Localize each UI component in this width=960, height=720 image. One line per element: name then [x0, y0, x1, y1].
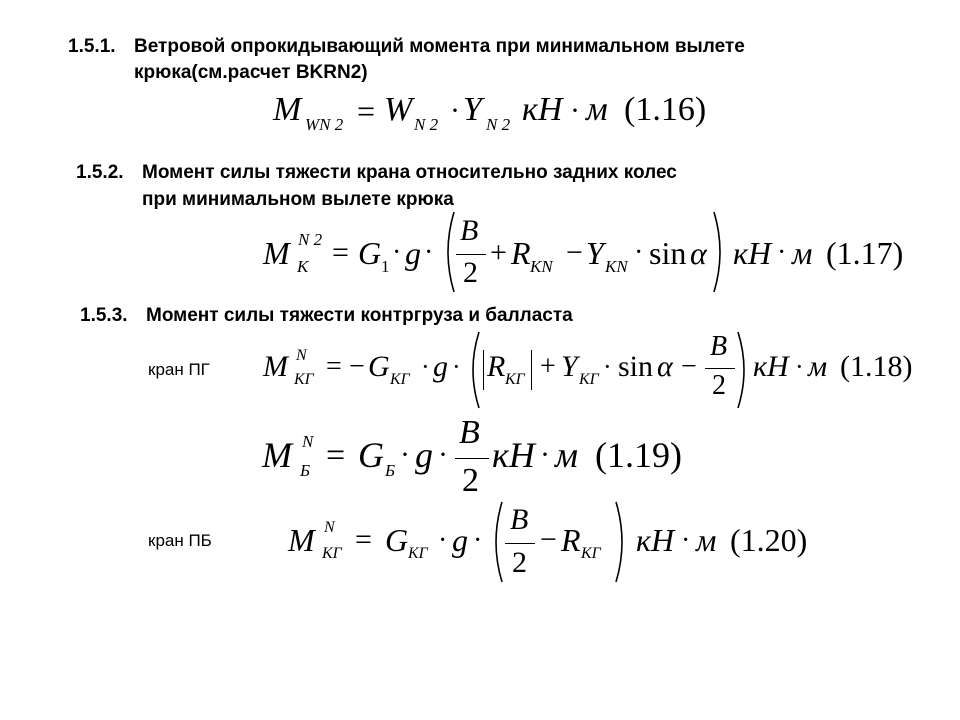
- dot-operator: ·: [603, 352, 612, 381]
- right-parenthesis: [736, 332, 750, 408]
- unit-m: м: [586, 91, 608, 128]
- section-title-line1: Момент силы тяжести контргруза и балласта: [146, 305, 573, 326]
- dot-operator: ·: [438, 438, 448, 471]
- equation-number: (1.20): [730, 522, 808, 558]
- subscript: Б: [300, 461, 311, 480]
- unit-m: м: [555, 435, 578, 475]
- subscript: К: [297, 257, 309, 276]
- unit-kN: кН: [733, 235, 772, 271]
- minus-sign: −: [566, 236, 583, 269]
- fraction-numerator: B: [710, 331, 728, 362]
- equation-number: (1.18): [840, 350, 913, 383]
- equation-number: (1.17): [826, 235, 904, 271]
- subscript: WN 2: [305, 115, 344, 134]
- symbol-Y: Y: [463, 91, 482, 128]
- subscript: КГ: [408, 545, 428, 562]
- section-title-line1: Ветровой опрокидывающий момента при минимальном вылете: [134, 36, 745, 57]
- unit-m: м: [696, 522, 717, 558]
- fraction-bar: [705, 368, 735, 369]
- equation-number: (1.16): [624, 91, 707, 128]
- unit-kN: кН: [636, 522, 675, 558]
- sin-function: sin: [649, 235, 687, 271]
- left-parenthesis: [442, 212, 456, 292]
- subscript: KN: [605, 257, 628, 276]
- plus-sign: +: [540, 351, 556, 382]
- subscript: КГ: [579, 371, 599, 388]
- section-number: 1.5.3.: [80, 305, 128, 326]
- symbol-G: G: [358, 435, 384, 475]
- unit-m: м: [792, 235, 813, 271]
- symbol-M: M: [263, 235, 290, 271]
- section-1-5-3-heading: [80, 305, 573, 327]
- symbol-M: M: [262, 435, 292, 475]
- minus-sign: −: [681, 351, 697, 382]
- symbol-g: g: [405, 235, 421, 271]
- unit-kN: кН: [753, 350, 789, 383]
- left-parenthesis: [490, 502, 504, 582]
- symbol-alpha: α: [690, 235, 707, 271]
- fraction-bar: [455, 458, 489, 459]
- fraction-denominator: 2: [462, 462, 479, 499]
- symbol-M: M: [288, 522, 315, 558]
- subscript: N 2: [414, 115, 439, 134]
- dot-operator: ·: [450, 94, 460, 127]
- equals-sign: =: [332, 236, 349, 269]
- superscript: N: [324, 519, 335, 536]
- dot-operator: ·: [400, 438, 410, 471]
- symbol-Y: Y: [586, 235, 604, 271]
- subscript: KN: [530, 257, 553, 276]
- symbol-R: R: [561, 522, 581, 558]
- equals-sign: =: [355, 523, 372, 556]
- fraction-bar: [505, 543, 535, 544]
- dot-operator: ·: [392, 237, 402, 268]
- right-parenthesis: [614, 502, 628, 582]
- dot-operator: ·: [452, 352, 461, 381]
- abs-bar-right: [531, 350, 532, 390]
- fraction-denominator: 2: [512, 546, 527, 579]
- subscript: КГ: [322, 545, 342, 562]
- symbol-G: G: [368, 350, 390, 383]
- left-parenthesis: [467, 332, 481, 408]
- dot-operator: ·: [795, 352, 804, 381]
- abs-bar-left: [483, 350, 484, 390]
- section-title-line1: Момент силы тяжести крана относительно задних колес: [142, 162, 677, 183]
- dot-operator: ·: [681, 525, 691, 556]
- unit-kN: кН: [522, 91, 563, 128]
- dot-operator: ·: [473, 525, 483, 556]
- subscript: Б: [385, 461, 396, 480]
- dot-operator: ·: [438, 525, 448, 556]
- sin-function: sin: [618, 350, 654, 383]
- section-1-5-1-heading: [68, 36, 745, 58]
- dot-operator: ·: [777, 237, 787, 268]
- fraction-numerator: B: [510, 503, 529, 536]
- symbol-g: g: [433, 350, 448, 383]
- superscript: N: [296, 347, 307, 364]
- subscript: 1: [381, 257, 390, 276]
- dot-operator: ·: [421, 352, 430, 381]
- section-1-5-2-heading: [76, 162, 677, 184]
- symbol-M: M: [273, 91, 302, 128]
- fraction-denominator: 2: [712, 370, 726, 401]
- minus-sign: −: [540, 523, 557, 556]
- section-1-5-1-heading-line2: крюка(см.расчет BKRN2): [134, 62, 368, 83]
- subscript: КГ: [581, 545, 601, 562]
- fraction-bar: [456, 254, 486, 255]
- equals-sign: =: [326, 437, 346, 474]
- symbol-G: G: [385, 522, 409, 558]
- symbol-R: R: [511, 235, 531, 271]
- right-parenthesis: [712, 212, 726, 292]
- unit-m: м: [808, 350, 828, 383]
- equals-sign: =: [357, 93, 376, 129]
- fraction-numerator: B: [460, 214, 479, 247]
- superscript: N 2: [298, 230, 323, 249]
- subscript: КГ: [505, 371, 525, 388]
- superscript: N: [302, 432, 314, 451]
- fraction-numerator: B: [459, 414, 480, 451]
- symbol-R: R: [487, 350, 506, 383]
- dot-operator: ·: [424, 237, 434, 268]
- subscript: N 2: [486, 115, 511, 134]
- negative-sign: −: [349, 351, 365, 382]
- equation-number: (1.19): [595, 435, 682, 475]
- plus-sign: +: [490, 236, 507, 269]
- dot-operator: ·: [540, 438, 550, 471]
- symbol-W: W: [384, 91, 413, 128]
- dot-operator: ·: [570, 94, 580, 127]
- symbol-M: M: [263, 350, 288, 383]
- dot-operator: ·: [634, 237, 644, 268]
- subscript: КГ: [294, 371, 314, 388]
- section-number: 1.5.1.: [68, 36, 116, 57]
- symbol-g: g: [452, 522, 468, 558]
- section-number: 1.5.2.: [76, 162, 124, 183]
- equals-sign: =: [326, 351, 342, 382]
- fraction-denominator: 2: [463, 256, 478, 289]
- symbol-G: G: [358, 235, 382, 271]
- section-1-5-2-heading-line2: при минимальном вылете крюка: [142, 189, 454, 210]
- symbol-alpha: α: [657, 350, 673, 383]
- symbol-Y: Y: [561, 350, 578, 383]
- symbol-g: g: [415, 435, 433, 475]
- unit-kN: кН: [492, 435, 535, 475]
- label-crane-pb: кран ПБ: [148, 531, 212, 550]
- subscript: КГ: [390, 371, 410, 388]
- label-crane-pg: кран ПГ: [148, 360, 210, 379]
